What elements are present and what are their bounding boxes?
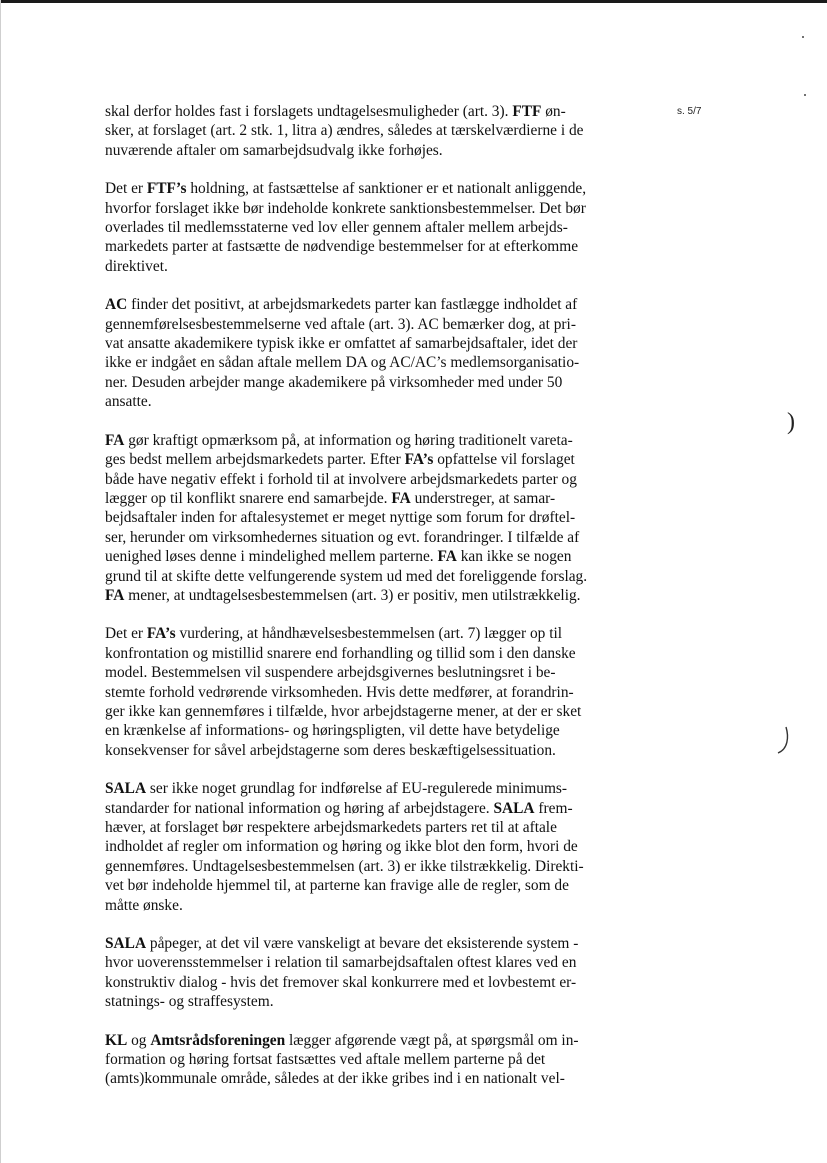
text-segment: vat ansatte akademikere typisk ikke er omfattet af samarbejdsaftaler, idet der bbox=[105, 335, 578, 353]
text-line bbox=[105, 508, 625, 527]
scan-speck bbox=[804, 94, 806, 96]
text-segment: stemte forhold vedrørende virksomheden. Hvis dette medfører, at forandrin- bbox=[105, 683, 574, 701]
text-line bbox=[105, 334, 625, 353]
text-line bbox=[105, 102, 625, 121]
text-line bbox=[105, 741, 625, 760]
page-left-edge bbox=[0, 0, 1, 1163]
text-line bbox=[105, 644, 625, 663]
text-segment: opfattelse vil forslaget bbox=[433, 451, 575, 469]
text-segment: grund til at skifte dette velfungerende system ud med det foreliggende forslag. bbox=[105, 567, 588, 585]
bold-text: FA bbox=[437, 548, 457, 566]
paragraph bbox=[105, 431, 625, 606]
text-line bbox=[105, 702, 625, 721]
bold-text: FA bbox=[105, 586, 125, 604]
text-line bbox=[105, 295, 625, 314]
text-segment: understreger, at samar- bbox=[410, 489, 556, 507]
margin-bracket-mark: ) bbox=[787, 409, 795, 435]
paragraph bbox=[105, 934, 625, 1012]
text-line bbox=[105, 624, 625, 643]
page-number: s. 5/7 bbox=[677, 106, 702, 117]
text-segment: nuværende aftaler om samarbejdsudvalg ikke forhøjes. bbox=[105, 141, 443, 159]
text-line bbox=[105, 315, 625, 334]
text-segment: ger ikke kan gennemføres i tilfælde, hvor arbejdstagerne mener, at der er sket bbox=[105, 702, 582, 720]
bold-text: AC bbox=[105, 296, 128, 314]
bold-text: FA bbox=[391, 489, 411, 507]
text-segment: en krænkelse af informations- og høringspligten, vil dette have betydelige bbox=[105, 722, 560, 740]
text-line bbox=[105, 953, 625, 972]
text-segment: ges bedst mellem arbejdsmarkedets parter. Efter bbox=[105, 451, 405, 469]
bold-text: Amtsrådsforeningen bbox=[150, 1031, 286, 1049]
bold-text: FA bbox=[105, 431, 125, 449]
text-line bbox=[105, 237, 625, 256]
text-segment: overlades til medlemsstaterne ved lov eller gennem aftaler mellem arbejds- bbox=[105, 219, 568, 237]
text-line bbox=[105, 1069, 625, 1088]
text-segment: skal derfor holdes fast i forslagets undtagelsesmuligheder (art. 3). bbox=[105, 103, 513, 120]
text-segment: vurdering, at håndhævelsesbestemmelsen (art. 7) lægger op til bbox=[175, 625, 563, 643]
text-line bbox=[105, 199, 625, 218]
text-segment: konfrontation og mistillid snarere end forhandling og tillid som i den danske bbox=[105, 644, 576, 662]
text-line bbox=[105, 799, 625, 818]
text-segment: formation og høring fortsat fastsættes ved aftale mellem parterne på det bbox=[105, 1051, 546, 1069]
text-line bbox=[105, 1031, 625, 1050]
text-line bbox=[105, 896, 625, 915]
text-segment: både have negativ effekt i forhold til at involvere arbejdsmarkedets parter og bbox=[105, 470, 577, 488]
text-line bbox=[105, 392, 625, 411]
text-segment: lægger afgørende vægt på, at spørgsmål om in- bbox=[285, 1031, 579, 1049]
text-segment: uenighed løses denne i mindelighed mellem parterne. bbox=[105, 548, 438, 566]
text-line bbox=[105, 683, 625, 702]
text-line bbox=[105, 586, 625, 605]
text-segment: sker, at forslaget (art. 2 stk. 1, litra a) ændres, således at tærskelværdierne i de bbox=[105, 122, 584, 140]
text-segment: ikke er indgået en sådan aftale mellem DA og AC/AC’s medlemsorganisatio- bbox=[105, 354, 580, 372]
document-body bbox=[105, 102, 625, 1108]
text-line bbox=[105, 721, 625, 740]
scan-speck bbox=[802, 36, 804, 38]
text-line bbox=[105, 779, 625, 798]
text-segment: hvorfor forslaget ikke bør indeholde konkrete sanktionsbestemmelser. Det bør bbox=[105, 199, 586, 217]
text-segment: Det er bbox=[105, 180, 147, 198]
paragraph bbox=[105, 295, 625, 411]
text-segment: og bbox=[127, 1031, 151, 1049]
text-line bbox=[105, 876, 625, 895]
text-line bbox=[105, 992, 625, 1011]
text-segment: gennemførelsesbestemmelserne ved aftale (art. 3). AC bemærker dog, at pri- bbox=[105, 315, 576, 333]
text-segment: ansatte. bbox=[105, 393, 152, 411]
text-segment: bejdsaftaler inden for aftalesystemet er meget nyttige som forum for drøftel- bbox=[105, 509, 576, 527]
text-segment: gør kraftigt opmærksom på, at information og høring traditionelt vareta- bbox=[124, 431, 573, 449]
text-line bbox=[105, 857, 625, 876]
text-line bbox=[105, 450, 625, 469]
bold-text: SALA bbox=[105, 780, 147, 798]
text-line bbox=[105, 218, 625, 237]
text-segment: finder det positivt, at arbejdsmarkedets parter kan fastlægge indholdet af bbox=[127, 296, 578, 314]
bold-text: SALA bbox=[493, 799, 535, 817]
text-segment: model. Bestemmelsen vil suspendere arbejdsgivernes beslutningsret i be- bbox=[105, 664, 556, 682]
text-line bbox=[105, 179, 625, 198]
paragraph bbox=[105, 179, 625, 276]
text-line bbox=[105, 373, 625, 392]
text-segment: ser, herunder om virksomhedernes situation og evt. forandringer. I tilfælde af bbox=[105, 528, 580, 546]
text-segment: Det er bbox=[105, 625, 147, 643]
text-line bbox=[105, 837, 625, 856]
text-segment: kan ikke se nogen bbox=[456, 548, 572, 566]
text-segment: hæver, at forslaget bør respektere arbejdsmarkedets parters ret til at aftale bbox=[105, 819, 557, 836]
bold-text: FTF bbox=[512, 103, 542, 120]
text-segment: mener, at undtagelsesbestemmelsen (art. 3) er positiv, men utilstrækkelig. bbox=[124, 586, 581, 604]
text-segment: statnings- og straffesystem. bbox=[105, 993, 274, 1011]
paragraph bbox=[105, 779, 625, 915]
text-segment: direktivet. bbox=[105, 257, 168, 275]
text-segment: vet bør indeholde hjemmel til, at parterne kan fravige alle de regler, som de bbox=[105, 877, 569, 895]
text-segment: standarder for national information og høring af arbejdstagere. bbox=[105, 799, 494, 817]
text-line bbox=[105, 141, 625, 160]
text-line bbox=[105, 818, 625, 837]
text-segment: måtte ønske. bbox=[105, 896, 183, 914]
bold-text: FA’s bbox=[146, 625, 176, 643]
paragraph bbox=[105, 1031, 625, 1089]
paragraph bbox=[105, 102, 625, 160]
text-line bbox=[105, 121, 625, 140]
bold-text: FA’s bbox=[404, 451, 434, 469]
bold-text: KL bbox=[105, 1031, 128, 1049]
text-segment: indholdet af regler om information og høring og ikke blot den form, hvori de bbox=[105, 838, 578, 856]
paragraph bbox=[105, 624, 625, 760]
text-line bbox=[105, 470, 625, 489]
text-line bbox=[105, 567, 625, 586]
text-segment: (amts)kommunale område, således at der ikke gribes ind i en nationalt vel- bbox=[105, 1070, 565, 1088]
bold-text: SALA bbox=[105, 935, 147, 953]
text-line bbox=[105, 663, 625, 682]
text-segment: gennemføres. Undtagelsesbestemmelsen (art. 3) er ikke tilstrækkelig. Direkti- bbox=[105, 857, 584, 875]
text-line bbox=[105, 934, 625, 953]
text-line bbox=[105, 431, 625, 450]
bold-text: FTF’s bbox=[146, 180, 187, 198]
text-line bbox=[105, 257, 625, 276]
margin-curve-mark bbox=[776, 725, 790, 755]
text-segment: lægger op til konflikt snarere end samarbejde. bbox=[105, 489, 392, 507]
text-segment: ser ikke noget grundlag for indførelse af EU-regulerede minimums- bbox=[146, 780, 568, 798]
text-segment: holdning, at fastsættelse af sanktioner er et nationalt anliggende, bbox=[186, 180, 587, 198]
text-segment: konsekvenser for såvel arbejdstagerne som deres beskæftigelsessituation. bbox=[105, 741, 556, 759]
text-segment: markedets parter at fastsætte de nødvendige bestemmelser for at efterkomme bbox=[105, 238, 579, 256]
text-segment: hvor uoverensstemmelser i relation til samarbejdsaftalen oftest klares ved en bbox=[105, 954, 577, 972]
text-segment: konstruktiv dialog - hvis det fremover skal konkurrere med et lovbestemt er- bbox=[105, 973, 577, 991]
text-line bbox=[105, 528, 625, 547]
page-top-rule bbox=[0, 0, 827, 3]
text-segment: påpeger, at det vil være vanskeligt at bevare det eksisterende system - bbox=[146, 935, 579, 953]
text-segment: frem- bbox=[534, 799, 573, 817]
text-line bbox=[105, 489, 625, 508]
text-line bbox=[105, 547, 625, 566]
text-line bbox=[105, 973, 625, 992]
text-line bbox=[105, 353, 625, 372]
text-segment: ner. Desuden arbejder mange akademikere på virksomheder med under 50 bbox=[105, 373, 563, 391]
text-line bbox=[105, 1050, 625, 1069]
text-segment: øn- bbox=[541, 103, 566, 120]
